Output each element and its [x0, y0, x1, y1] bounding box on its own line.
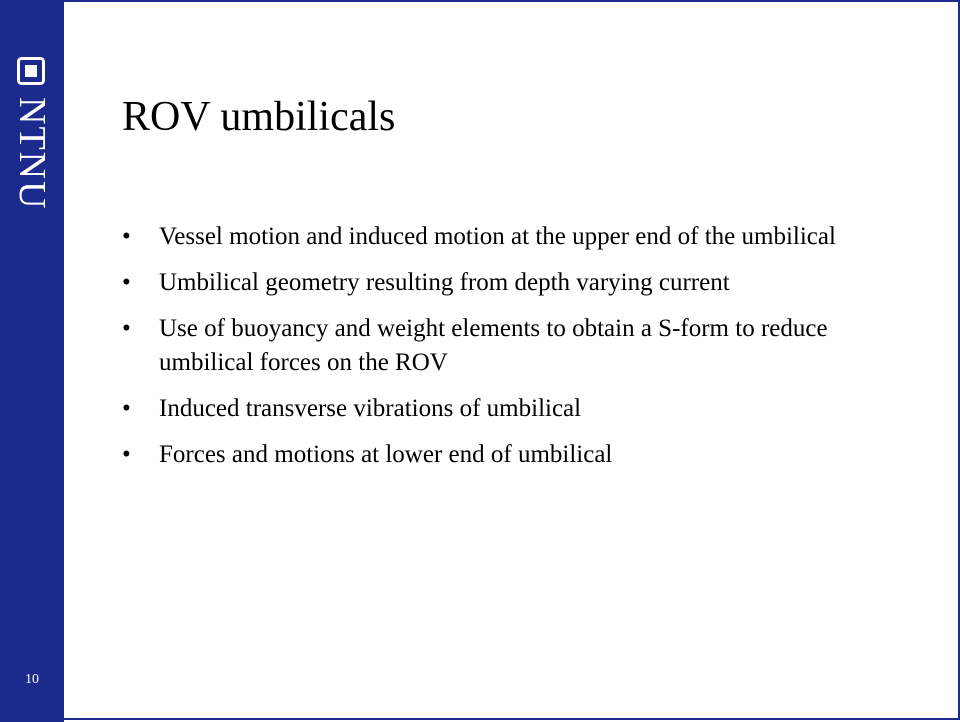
logo-text: NTNU	[11, 97, 53, 211]
bullet-mark: •	[122, 269, 131, 296]
bullet-item	[122, 438, 912, 472]
slide-title: ROV umbilicals	[122, 94, 396, 140]
bullet-text: Use of buoyancy and weight elements to obtain a S-form to reduce umbilical forces on the ROV	[159, 315, 828, 376]
bullet-mark: •	[122, 395, 131, 422]
bullet-item	[122, 392, 912, 426]
bullet-list	[122, 220, 912, 484]
bullet-text: Forces and motions at lower end of umbilical	[159, 441, 613, 468]
bullet-item	[122, 312, 912, 380]
ntnu-logo-icon	[17, 57, 45, 85]
bullet-mark: •	[122, 315, 131, 342]
sidebar	[0, 2, 64, 722]
bullet-text: Vessel motion and induced motion at the upper end of the umbilical	[159, 223, 836, 250]
bullet-mark: •	[122, 441, 131, 468]
bullet-text: Induced transverse vibrations of umbilical	[159, 395, 582, 422]
bullet-item	[122, 266, 912, 300]
bullet-text: Umbilical geometry resulting from depth varying current	[159, 269, 730, 296]
ntnu-logo-text	[11, 97, 53, 247]
bullet-item	[122, 220, 912, 254]
page-number: 10	[25, 672, 39, 687]
bullet-mark: •	[122, 223, 131, 250]
